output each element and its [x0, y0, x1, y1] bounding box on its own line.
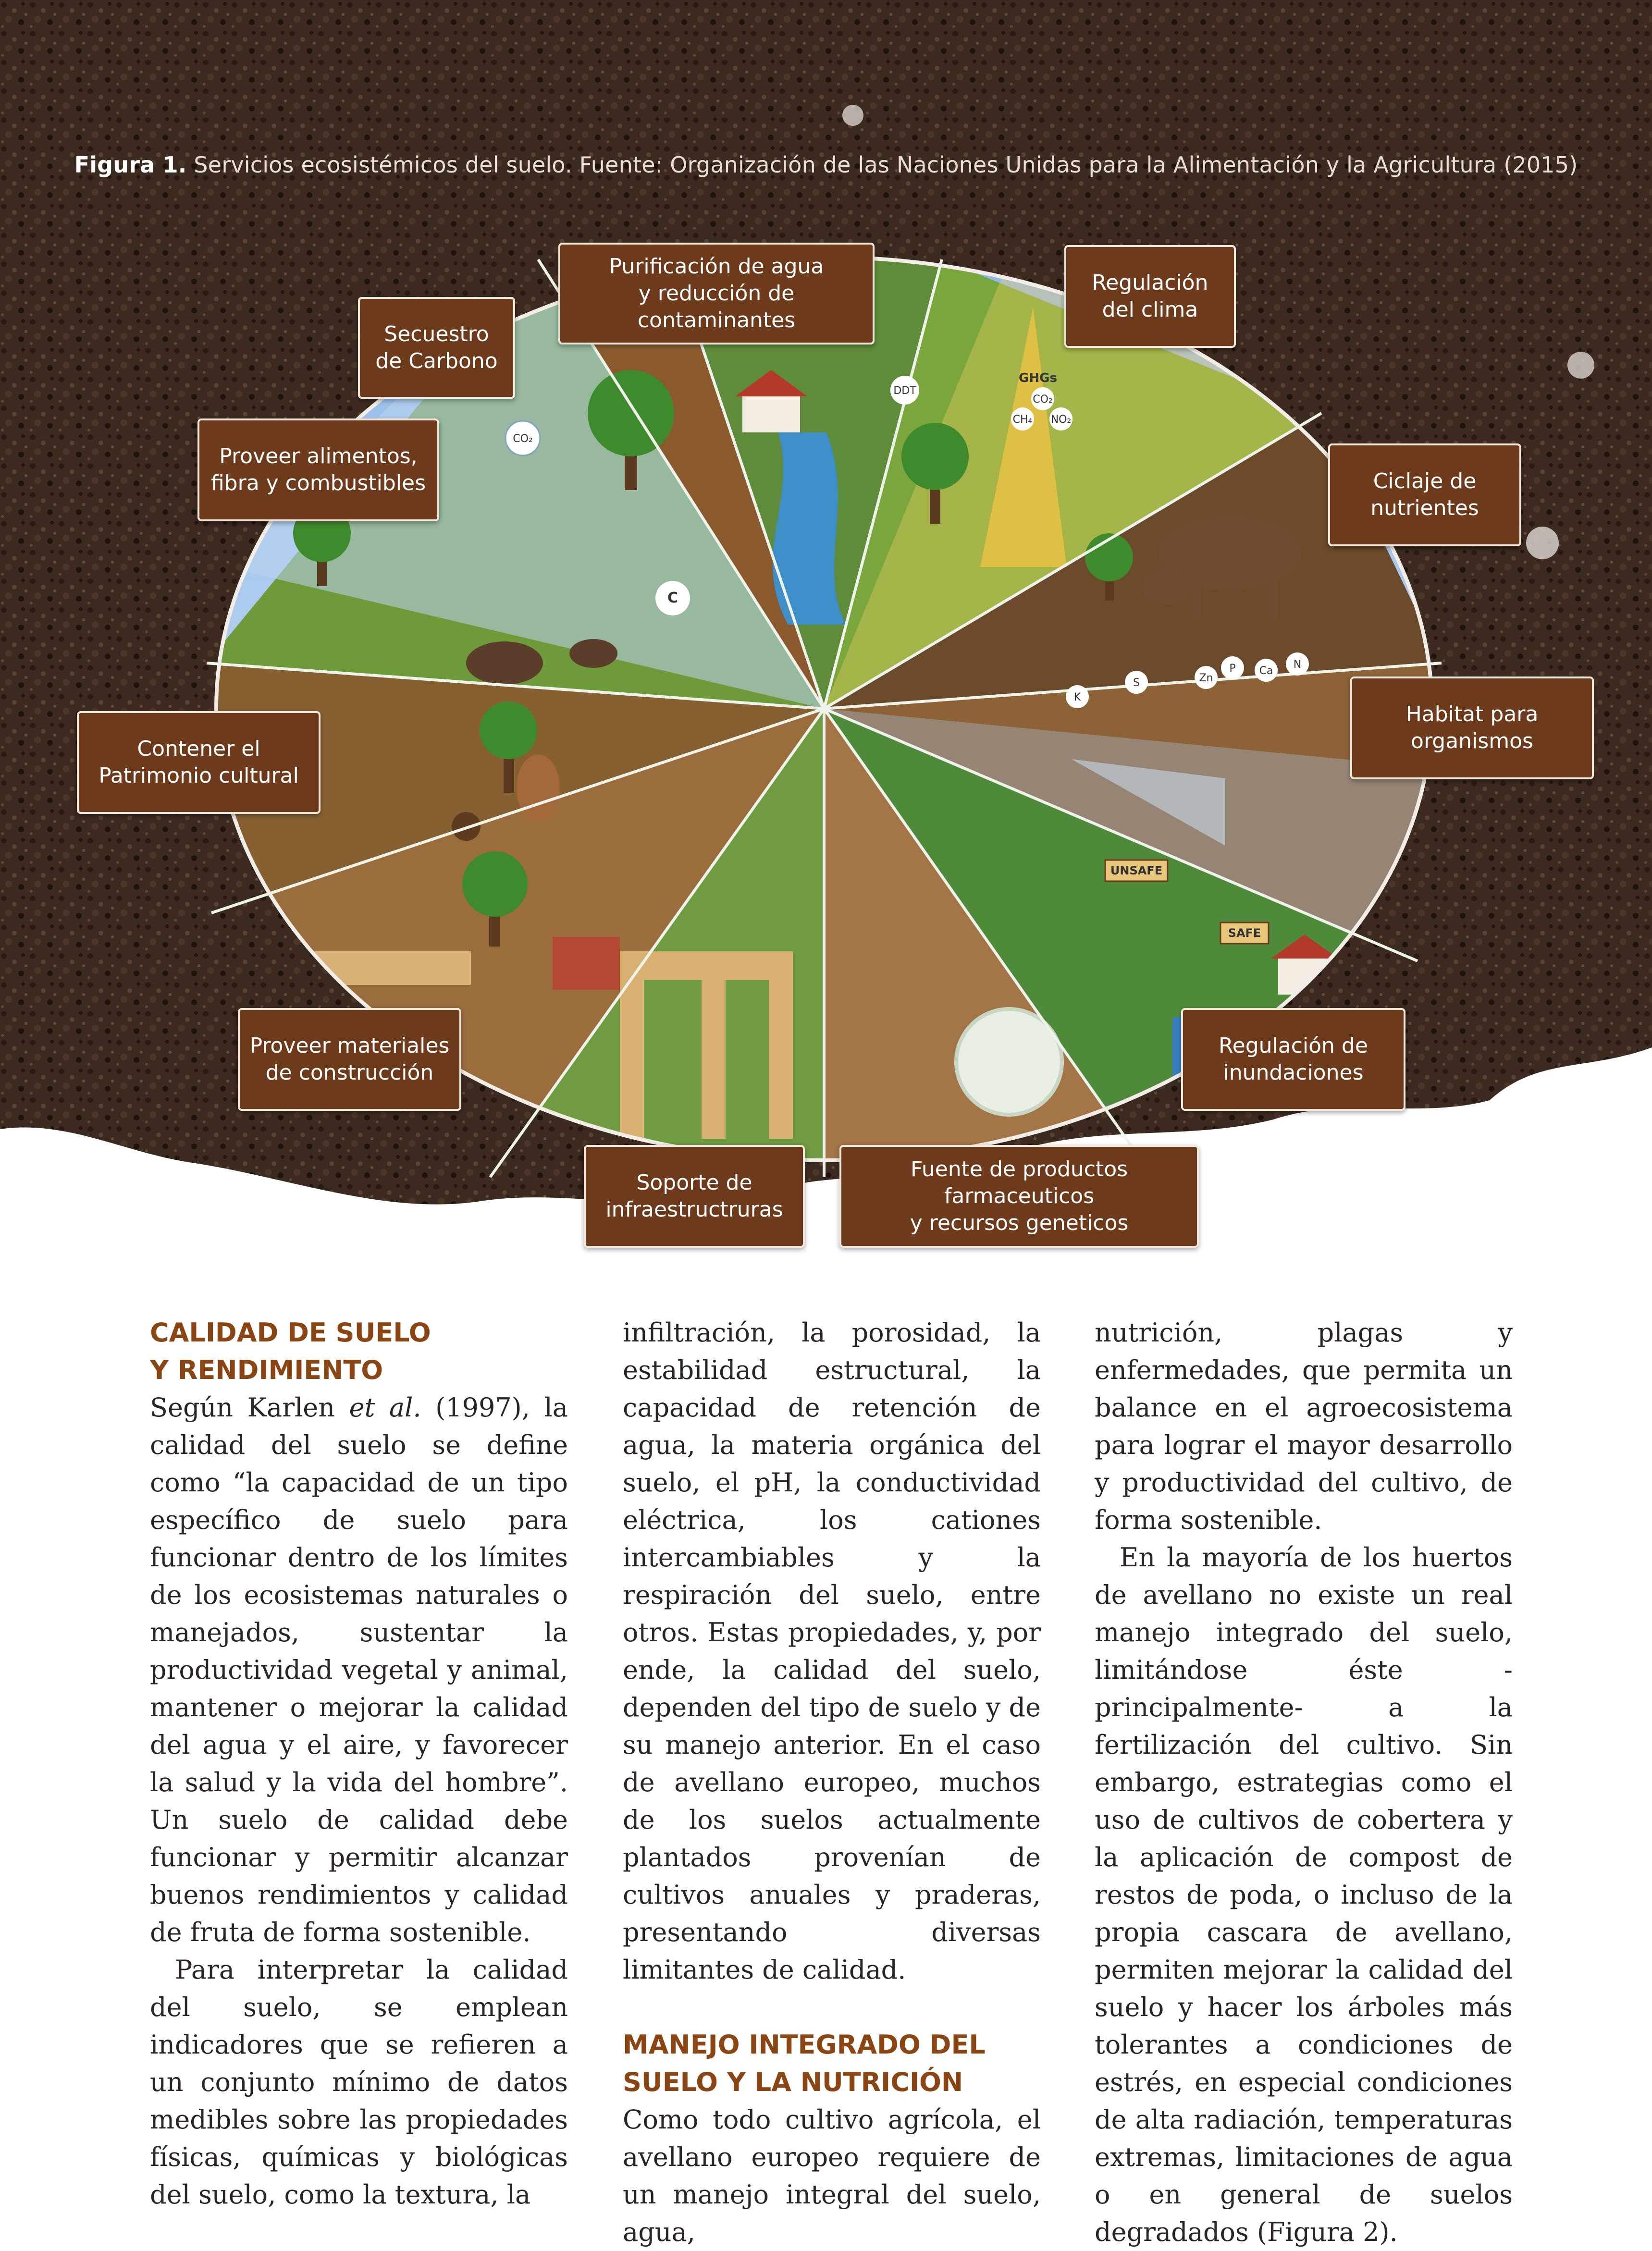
label-regulacion-inundaciones: Regulación de inundaciones [1181, 1008, 1405, 1111]
label-proveer-alimentos: Proveer alimentos, fibra y combustibles [197, 418, 439, 521]
label-habitat-organismos: Habitat para organismos [1350, 677, 1594, 779]
paragraph: Como todo cultivo agrícola, el avellano europeo requiere de un manejo integral del suelo, agua, [623, 2104, 1041, 2247]
article-column-3 [1095, 1314, 1513, 2251]
unsafe-token: UNSAFE [1110, 864, 1163, 877]
bricks-icon [553, 937, 620, 990]
ch4-token: CH₄ [1012, 414, 1033, 426]
section-heading-manejo: MANEJO INTEGRADO DEL SUELO Y LA NUTRICIÓN [623, 2030, 986, 2097]
label-purificacion-agua: Purificación de agua y reducción de contaminantes [558, 243, 875, 344]
co2-token: CO₂ [1033, 394, 1053, 406]
label-productos-farmaceuticos: Fuente de productos farmaceuticos y recursos geneticos [839, 1145, 1199, 1248]
carbon-token: C [667, 590, 678, 606]
sheep-icon [466, 641, 543, 685]
ghgs-token: GHGs [1019, 371, 1057, 385]
label-secuestro-carbono: Secuestro de Carbono [358, 297, 515, 399]
paragraph [150, 1389, 568, 1951]
n-token: N [1293, 659, 1302, 671]
lumber-icon [308, 951, 471, 985]
label-ciclaje-nutrientes: Ciclaje de nutrientes [1328, 443, 1521, 546]
co2-token: CO₂ [513, 433, 533, 445]
figure-caption-label: Figura 1. [74, 152, 187, 178]
water-stream [773, 432, 846, 625]
safe-token: SAFE [1228, 926, 1261, 940]
citation-emphasis: et al. [349, 1392, 421, 1423]
paragraph: Para interpretar la calidad del suelo, se emplean indicadores que se refieren a un conjunto mínimo de datos medibles sobre las propiedades físicas, químicas y biológicas del suelo, como la textura, la [150, 1955, 568, 2210]
paragraph: nutrición, plagas y enfermedades, que permita un balance en el agroecosistema para lograr el mayor desarrollo y productividad del cultivo, de forma sostenible. [1095, 1317, 1513, 1535]
article-column-2 [623, 1314, 1041, 2251]
label-regulacion-clima: Regulación del clima [1064, 245, 1236, 348]
paragraph: infiltración, la porosidad, la estabilidad estructural, la capacidad de retención de agua, la materia orgánica del suelo, el pH, la conductividad eléctrica, los cationes intercambiables y la respiración del suelo, entre otros. Estas propiedades, y, por ende, la calidad del suelo, dependen del tipo de suelo y de su manejo anterior. En el caso de avellano europeo, muchos de los suelos actualmente plantados provenían de cultivos anuales y praderas, presentando diversas limitantes de calidad. [623, 1317, 1041, 1985]
pottery-icon [452, 812, 481, 841]
label-soporte-infraestructuras: Soporte de infraestructruras [584, 1145, 805, 1248]
s-token: S [1133, 677, 1140, 689]
zn-token: Zn [1199, 672, 1213, 684]
paragraph-text: Según Karlen [150, 1392, 349, 1423]
ca-token: Ca [1259, 665, 1273, 677]
section-heading-calidad: CALIDAD DE SUELO Y RENDIMIENTO [150, 1317, 431, 1385]
label-patrimonio-cultural: Contener el Patrimonio cultural [77, 711, 321, 814]
p-token: P [1229, 663, 1236, 675]
paragraph: En la mayoría de los huertos de avellano no existe un real manejo integrado del suelo, limitándose éste -principalmente- a la fertilización del cultivo. Sin embargo, estrategias como el uso de cultivos de cobertera y la aplicación de compost de restos de poda, o incluso de la propia cascara de avellano, permiten mejorar la calidad del suelo y hacer los árboles más tolerantes a condiciones de estrés, en especial condiciones de alta radiación, temperaturas extremas, limitaciones de agua o en general de suelos degradados (Figura 2). [1095, 1542, 1513, 2247]
article-column-1 [150, 1314, 568, 2214]
sheep-icon [569, 639, 617, 668]
figure-caption-text: Servicios ecosistémicos del suelo. Fuente: Organización de las Naciones Unidas para la Alimentación y la Agricultura (2015) [186, 152, 1578, 178]
k-token: K [1073, 691, 1081, 703]
pottery-icon [517, 754, 560, 822]
label-materiales-construccion: Proveer materiales de construcción [238, 1008, 461, 1111]
ddt-token: DDT [893, 385, 916, 397]
no2-token: NO₂ [1050, 414, 1072, 426]
paragraph-text: (1997), la calidad del suelo se define como “la capacidad de un tipo específico de suelo para funcionar dentro de los límites de los ecosistemas naturales o manejados, sustentar la productividad vegetal y animal, mantener o mejorar la calidad del agua y el aire, y favorecer la salud y la vida del hombre”. Un suelo de calidad debe funcionar y permitir alcanzar buenos rendimientos y calidad de fruta de forma sostenible. [150, 1392, 568, 1947]
